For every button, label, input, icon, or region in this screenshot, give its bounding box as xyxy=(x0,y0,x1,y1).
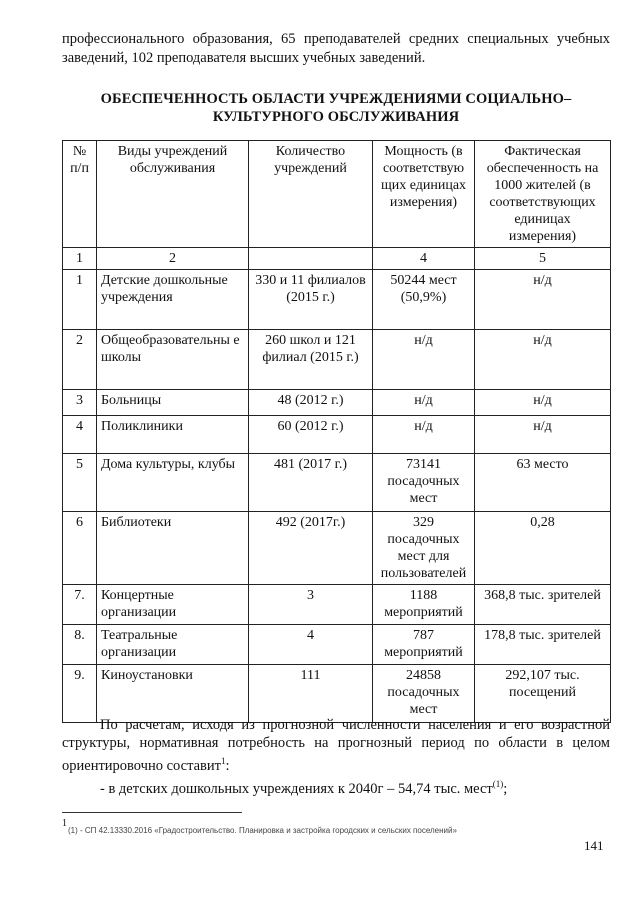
row-number: 9. xyxy=(63,665,97,723)
facility-capacity: н/д xyxy=(373,330,475,390)
header-cell-provision: Фактическая обеспеченность на 1000 жителей (в соответствующих единицах измерения) xyxy=(475,141,611,248)
facility-capacity: н/д xyxy=(373,416,475,454)
facilities-table xyxy=(62,140,611,723)
numbering-cell xyxy=(249,248,373,270)
forecast-bullet-end: ; xyxy=(503,780,508,797)
facility-count: 260 школ и 121 филиал (2015 г.) xyxy=(249,330,373,390)
row-number: 7. xyxy=(63,585,97,625)
facility-type: Поликлиники xyxy=(97,416,249,454)
facility-count: 330 и 11 филиалов (2015 г.) xyxy=(249,270,373,330)
forecast-paragraph xyxy=(62,716,610,775)
numbering-cell: 4 xyxy=(373,248,475,270)
row-number: 5 xyxy=(63,454,97,512)
table-row xyxy=(63,585,611,625)
row-number: 8. xyxy=(63,625,97,665)
facility-count: 481 (2017 г.) xyxy=(249,454,373,512)
facility-provision: 178,8 тыс. зрителей xyxy=(475,625,611,665)
table-row xyxy=(63,454,611,512)
header-cell-number: № п/п xyxy=(63,141,97,248)
numbering-cell: 2 xyxy=(97,248,249,270)
facility-count: 111 xyxy=(249,665,373,723)
numbering-cell: 1 xyxy=(63,248,97,270)
facility-count: 3 xyxy=(249,585,373,625)
table-row xyxy=(63,390,611,416)
facility-type: Концертные организации xyxy=(97,585,249,625)
table-header-row xyxy=(63,141,611,248)
forecast-bullet xyxy=(62,775,610,798)
facility-provision: 63 место xyxy=(475,454,611,512)
forecast-paragraph-text: По расчетам, исходя из прогнозной численности населения и его возрастной структуры, нормативная потребность на прогнозный период по области в целом ориентировочно составит xyxy=(62,717,610,774)
facility-capacity: 329 посадочных мест для пользователей xyxy=(373,512,475,585)
header-cell-count: Количество учреждений xyxy=(249,141,373,248)
facility-capacity: 73141 посадочных мест xyxy=(373,454,475,512)
table-row xyxy=(63,625,611,665)
facility-type: Детские дошкольные учреждения xyxy=(97,270,249,330)
facility-capacity: 50244 мест (50,9%) xyxy=(373,270,475,330)
facility-capacity: 1188 мероприятий xyxy=(373,585,475,625)
header-cell-type: Виды учреждений обслуживания xyxy=(97,141,249,248)
table-row xyxy=(63,270,611,330)
footnote-divider xyxy=(62,812,242,813)
facility-provision: н/д xyxy=(475,416,611,454)
facility-capacity: 787 мероприятий xyxy=(373,625,475,665)
header-cell-capacity: Мощность (в соответствую щих единицах измерения) xyxy=(373,141,475,248)
facility-provision: н/д xyxy=(475,390,611,416)
facility-count: 48 (2012 г.) xyxy=(249,390,373,416)
facility-type: Библиотеки xyxy=(97,512,249,585)
row-number: 2 xyxy=(63,330,97,390)
facility-count: 4 xyxy=(249,625,373,665)
facility-type: Дома культуры, клубы xyxy=(97,454,249,512)
forecast-bullet-text: - в детских дошкольных учреждениях к 2040г – 54,74 тыс. мест xyxy=(100,780,493,797)
intro-paragraph: профессионального образования, 65 преподавателей средних специальных учебных заведений, 102 преподавателя высших учебных заведений. xyxy=(62,31,610,66)
facility-provision: 292,107 тыс. посещений xyxy=(475,665,611,723)
footnote-ref: 1 xyxy=(220,756,226,766)
after-table-text xyxy=(62,716,610,798)
facility-provision: н/д xyxy=(475,270,611,330)
table-row xyxy=(63,416,611,454)
footnote-text: (1) - СП 42.13330.2016 «Градостроительство. Планировка и застройка городских и сельских поселений» xyxy=(68,826,457,835)
numbering-cell: 5 xyxy=(475,248,611,270)
row-number: 4 xyxy=(63,416,97,454)
facility-capacity: 24858 посадочных мест xyxy=(373,665,475,723)
row-number: 6 xyxy=(63,512,97,585)
column-numbering-row xyxy=(63,248,611,270)
facility-type: Киноустановки xyxy=(97,665,249,723)
forecast-paragraph-end: : xyxy=(225,757,230,774)
heading-line-1: ОБЕСПЕЧЕННОСТЬ ОБЛАСТИ УЧРЕЖДЕНИЯМИ СОЦИАЛЬНО– xyxy=(100,91,572,107)
facility-count: 60 (2012 г.) xyxy=(249,416,373,454)
table-row xyxy=(63,665,611,723)
facility-provision: 0,28 xyxy=(475,512,611,585)
facility-type: Общеобразовательны е школы xyxy=(97,330,249,390)
page-body xyxy=(62,30,610,140)
facility-provision: н/д xyxy=(475,330,611,390)
facility-type: Театральные организации xyxy=(97,625,249,665)
table-row xyxy=(63,330,611,390)
heading-line-2: КУЛЬТУРНОГО ОБСЛУЖИВАНИЯ xyxy=(212,109,460,125)
table-row xyxy=(63,512,611,585)
facility-type: Больницы xyxy=(97,390,249,416)
bullet-footnote-ref: (1) xyxy=(492,778,504,789)
facility-capacity: н/д xyxy=(373,390,475,416)
facility-provision: 368,8 тыс. зрителей xyxy=(475,585,611,625)
facility-count: 492 (2017г.) xyxy=(249,512,373,585)
row-number: 1 xyxy=(63,270,97,330)
row-number: 3 xyxy=(63,390,97,416)
footnote-mark: 1 xyxy=(62,818,67,829)
page-number: 141 xyxy=(584,838,604,853)
section-heading xyxy=(62,90,610,126)
